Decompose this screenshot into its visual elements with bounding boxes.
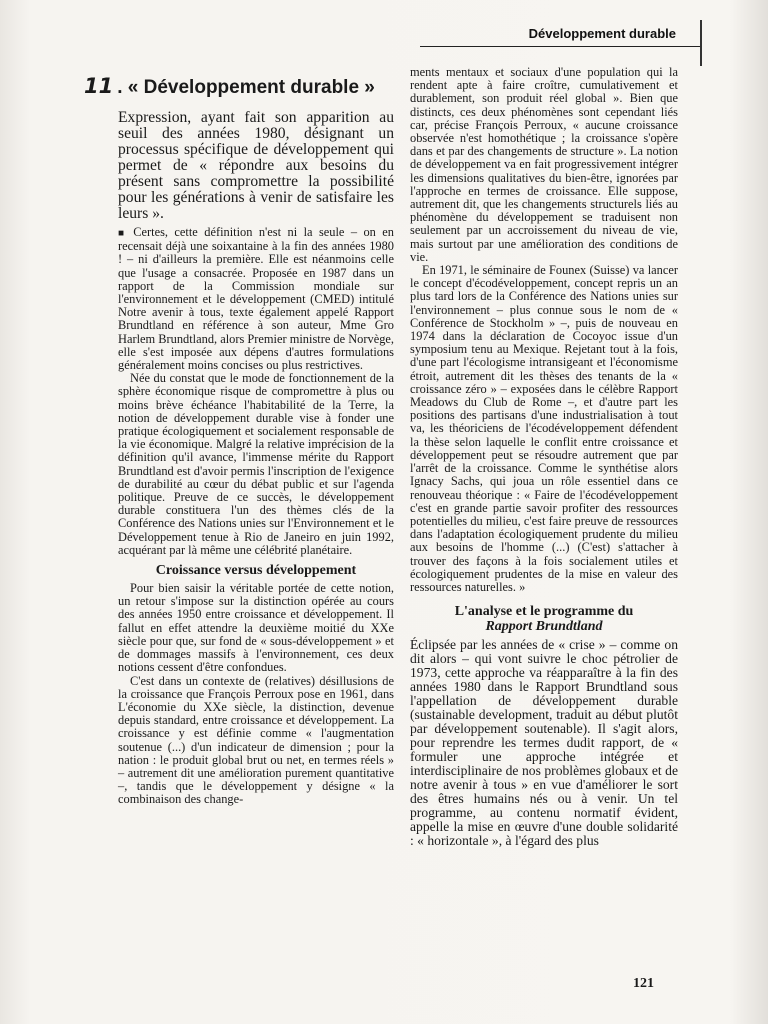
section-heading — [410, 604, 678, 634]
square-bullet-icon: ■ — [118, 228, 134, 239]
margin-mark — [700, 20, 702, 66]
body-paragraph — [118, 226, 394, 372]
article-title — [84, 74, 394, 100]
left-column — [84, 66, 395, 807]
body-paragraph: En 1971, le séminaire de Founex (Suisse) va lancer le concept d'écodéveloppement, concept repris un an plus tard lors de la Conférence des Nations unies sur l'environnement – plus connue sous le nom de « Conférence de Stockholm » –, puis de nouveau en 1974 dans la déclaration de Cocoyoc issue d'un symposium tenu au Mexique. Rejetant tout à la fois, d'une part l'écologisme intransigeant et l'économisme étroit, autrement dit les thèses des tenants de la « croissance zéro » – exposées dans le célèbre Rapport Meadows du Club de Rome –, et d'autre part les positions des partisans d'une industrialisation à tout va, les théoriciens de l'écodéveloppement défendent la thèse selon laquelle le conflit entre croissance et développement peut se résoudre autrement que par l'arrêt de la croissance. Comme le synthétise alors Ignacy Sachs, qui joua un rôle essentiel dans ce renouveau théorique : « Faire de l'écodéveloppement c'est en grande partie savoir profiter des ressources potentielles du milieu, c'est faire preuve de ressources dans l'adaptation écologiquement prudente du milieu aux besoins de l'homme (...) (C'est) s'attacher à trouver des façons à la fois socialement utiles et écologiquement prudentes de la mise en valeur des ressources naturelles. » — [410, 263, 678, 594]
section-heading: Croissance versus développement — [155, 563, 357, 579]
body-paragraph: C'est dans un contexte de (relatives) désillusions de la croissance que François Perroux pose en 1961, dans L'économie du XXe siècle, la distinction, devenue depuis standard, entre croissance et développement. La croissance y est définie comme « l'augmentation soutenue (...) d'un indicateur de dimension ; pour la nation : le produit global brut ou net, en termes réels » – autrement dit une amélioration purement quantitative –, tandis que le développement y désigne « la combinaison des change- — [118, 673, 394, 807]
body-paragraph: Éclipsée par les années de « crise » – comme on dit alors – qui vont suivre le choc pétrolier de 1973, cette approche va réapparaître à la fin des années 1980 dans le Rapport Brundtland sous l'appellation de développement durable (sustainable development, traduit au début plutôt par développement soutenable). Il s'agit alors, pour reprendre les termes dudit rapport, de « formuler une approche intégrée et interdisciplinaire de nos problèmes globaux et de notre avenir à tous » en vue d'améliorer le sort des êtres humains nés ou à venir. Un tel programme, au contenu normatif évident, appelle la mise en œuvre d'une double solidarité : « horizontale », à l'égard des plus — [410, 637, 678, 849]
running-head: Développement durable — [528, 26, 676, 41]
section-heading-line: L'analyse et le programme du — [454, 604, 634, 620]
section-heading-line: Rapport Brundtland — [485, 619, 603, 635]
handwritten-number: 11 — [84, 74, 114, 98]
lead-paragraph: Expression, ayant fait son apparition au seuil des années 1980, désignant un processus spécifique de développement qui permet de « répondre aux besoins du présent sans compromettre la possibilité pour les générations à venir de satisfaire les leurs ». — [118, 109, 394, 222]
page-number: 121 — [633, 976, 654, 991]
body-paragraph: ments mentaux et sociaux d'une population qui la rendent apte à faire croître, cumulativement et durablement, son produit réel global ». Bien que distincts, ces deux phénomènes sont cependant liés car, précise François Perroux, « aucune croissance observée n'est homothétique ; la croissance s'opère dans et par des changements de structure ». La notion de développement va en fait progressivement intégrer les dimensions qualitatives du bien-être, ignorées par l'approche en termes de croissance. Elle suppose, autrement dit, que les changements structurels liés au phénomène du développement se traduisent non seulement par un accroissement du niveau de vie, mais surtout par une amélioration des conditions de vie. — [410, 65, 678, 264]
right-column — [410, 66, 678, 848]
body-paragraph: Née du constat que le mode de fonctionnement de la sphère économique risque de compromettre à plus ou moins brève échéance l'habitabilité de la Terre, la notion de développement durable vise à fonder une pratique écologiquement et socialement responsable de la vie économique. Malgré la relative imprécision de la définition qu'il avance, l'immense mérite du Rapport Brundtland est d'avoir permis l'inscription de l'exigence de durabilité au cœur du débat public et sur l'agenda politique. Preuve de ce succès, le développement durable constituera l'un des thèmes clés de la Conférence des Nations unies sur l'Environnement et le Développement tenue à Rio de Janeiro en juin 1992, acquérant par là même une célébrité planétaire. — [118, 371, 394, 557]
article-title-text: . « Développement durable » — [117, 77, 375, 98]
header-rule — [420, 46, 700, 47]
body-paragraph-text: Certes, cette définition n'est ni la seule – on en recensait déjà une soixantaine à la fin des années 1980 ! – ni d'ailleurs la première. Elle est néanmoins celle que l'usage a consacrée. Proposée en 1987 dans un rapport de la Commission mondiale sur l'environnement et le développement (CMED) intitulé Notre avenir à tous, texte également appelé Rapport Brundtland en référence à son auteur, Mme Gro Harlem Brundtland, alors Premier ministre de Norvège, elle s'est imposée aux dépens d'autres formulations généralement moins concises ou plus restrictives. — [118, 225, 395, 373]
body-paragraph: Pour bien saisir la véritable portée de cette notion, un retour s'impose sur la distinction opérée au cours des années 1950 entre croissance et développement. Il fallut en effet attendre la deuxième moitié du XXe siècle pour que, sur fond de « sous-développement » et de dommages massifs à l'environnement, ces deux notions cessent d'être confondues. — [118, 581, 394, 675]
